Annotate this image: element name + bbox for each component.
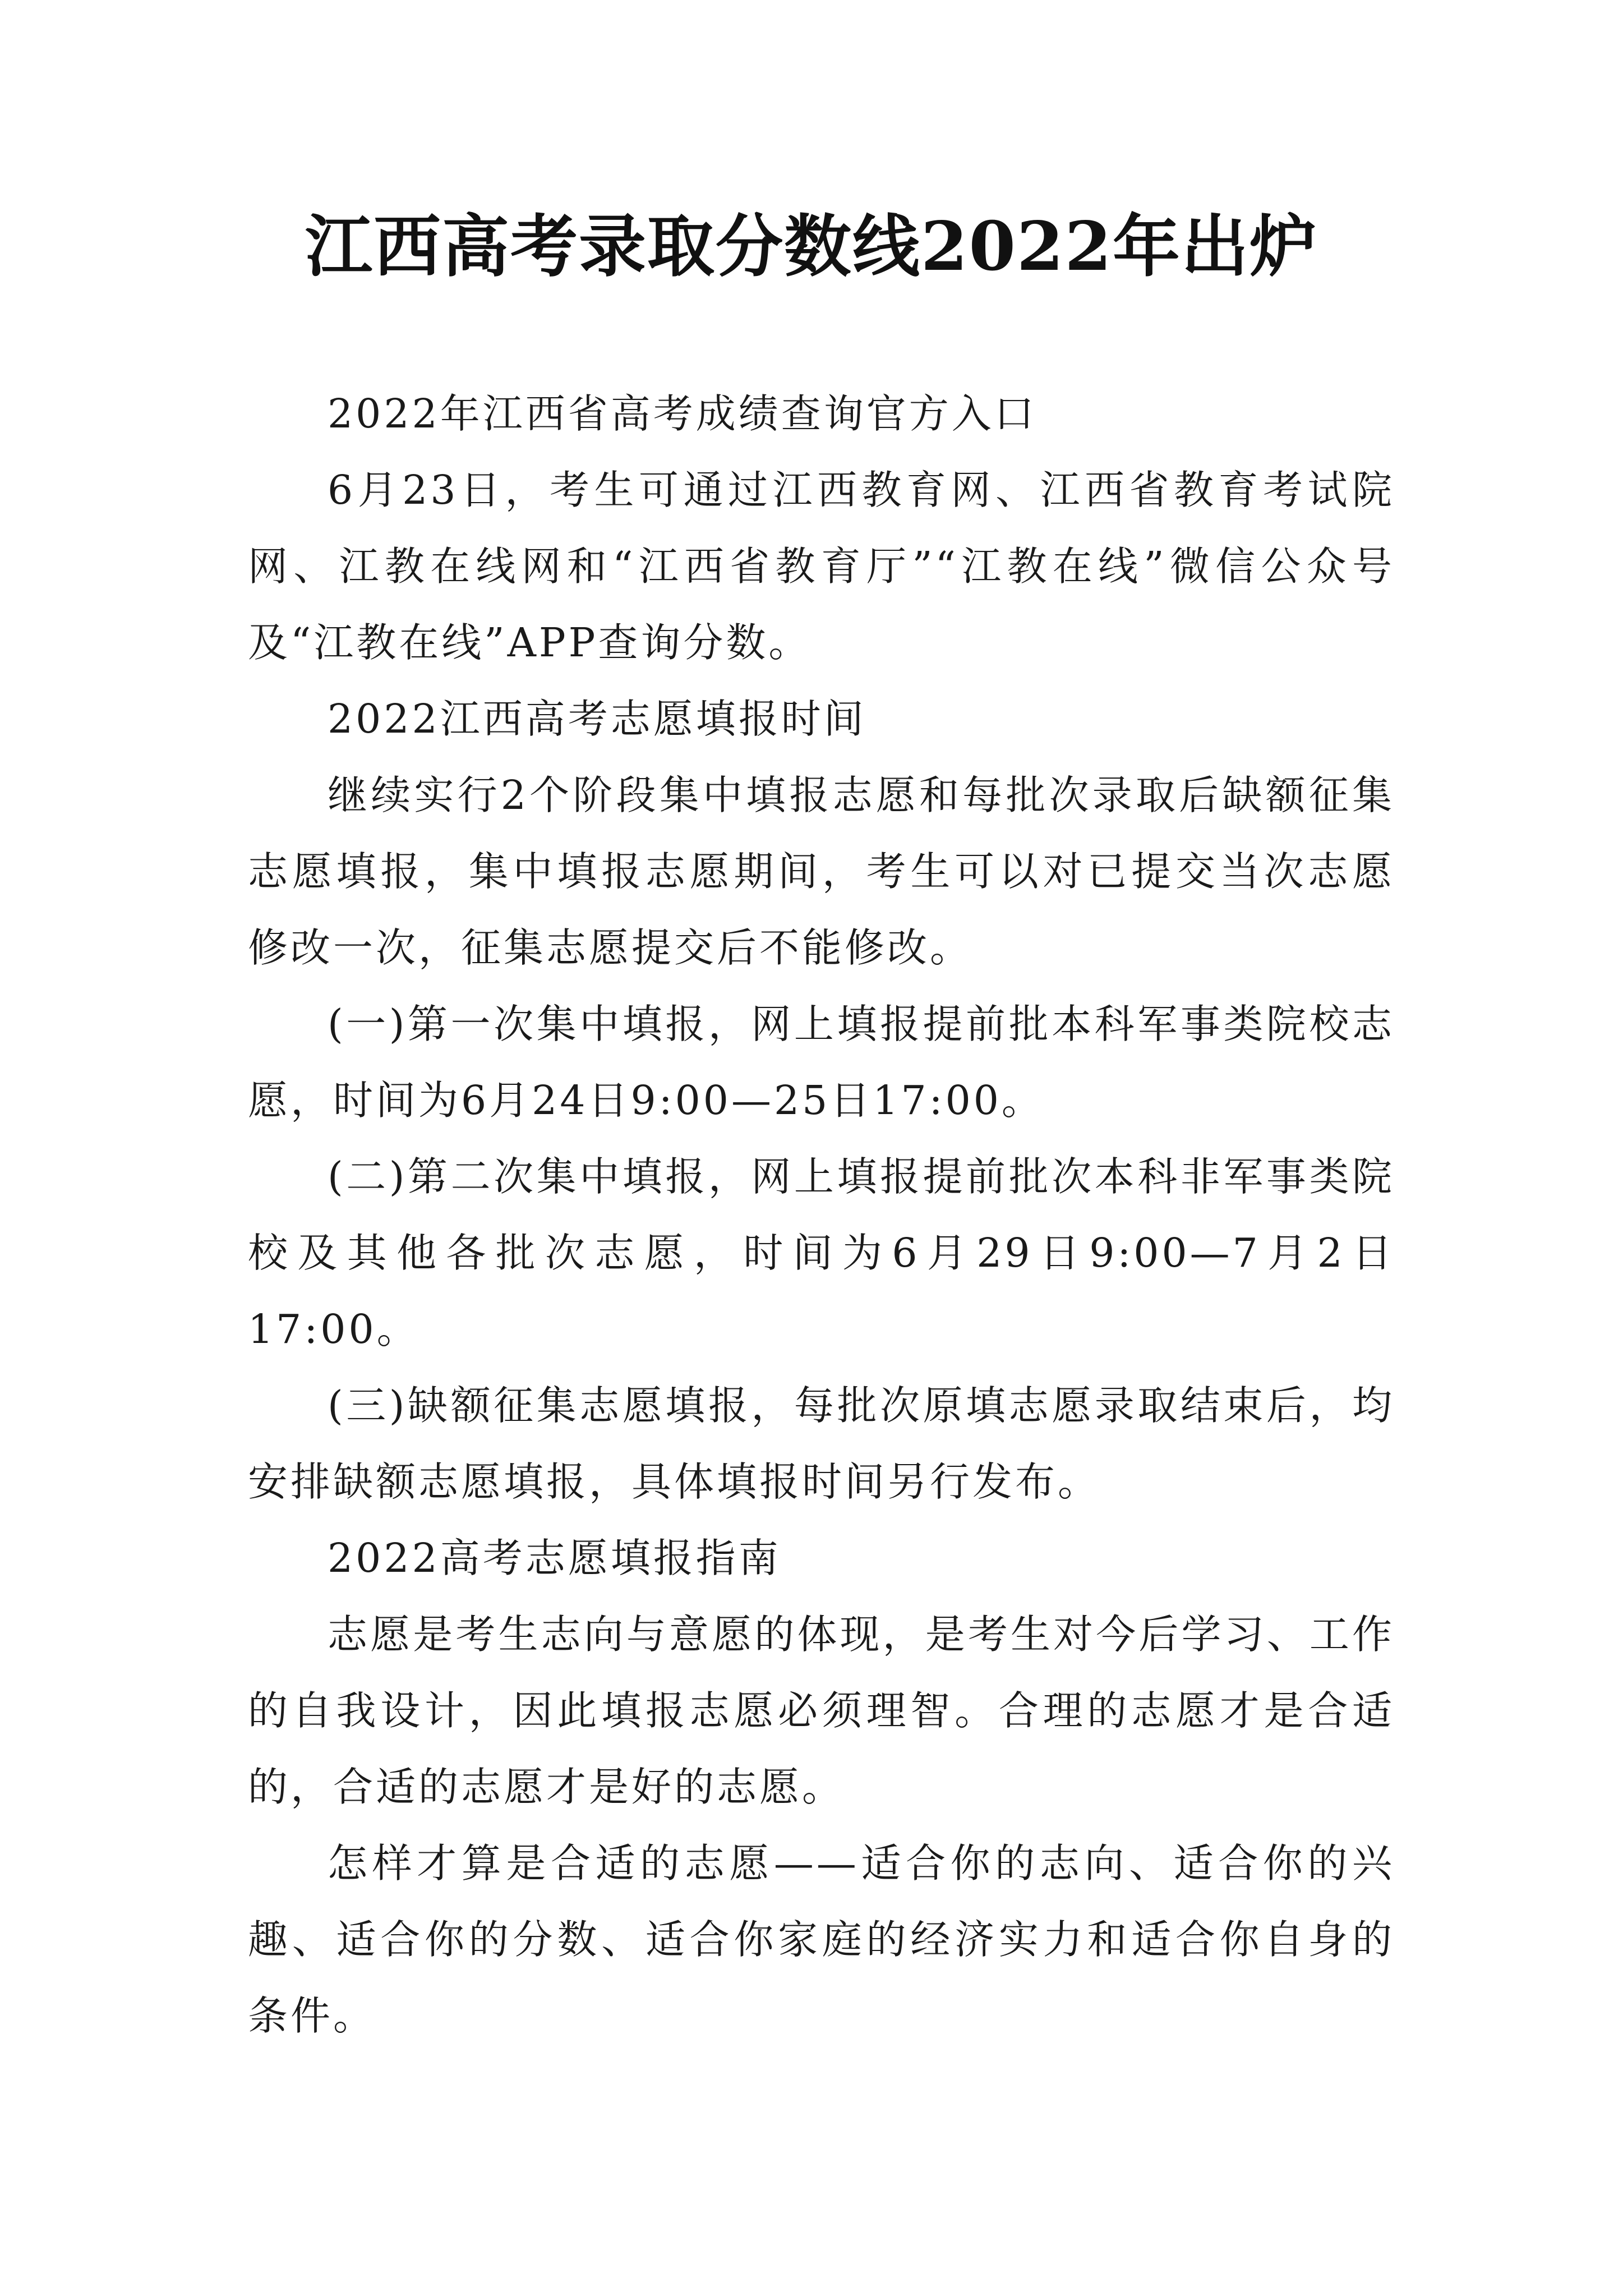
document-body bbox=[248, 376, 1395, 2054]
paragraph-third-round: (三)缺额征集志愿填报，每批次原填志愿录取结束后，均安排缺额志愿填报，具体填报时间另行发布。 bbox=[248, 1382, 1395, 1505]
paragraph-guide-heading: 2022高考志愿填报指南 bbox=[328, 1535, 781, 1581]
paragraph-application-time-heading: 2022江西高考志愿填报时间 bbox=[328, 696, 866, 742]
paragraph-application-stages: 继续实行2个阶段集中填报志愿和每批次录取后缺额征集志愿填报，集中填报志愿期间，考生可以对已提交当次志愿修改一次，征集志愿提交后不能修改。 bbox=[248, 772, 1395, 971]
paragraph-score-query-heading: 2022年江西省高考成绩查询官方入口 bbox=[328, 390, 1037, 437]
paragraph-score-query-info: 6月23日，考生可通过江西教育网、江西省教育考试院网、江教在线网和“江西省教育厅”“江教在线”微信公众号及“江教在线”APP查询分数。 bbox=[248, 467, 1395, 666]
paragraph-first-round: (一)第一次集中填报，网上填报提前批本科军事类院校志愿，时间为6月24日9:00—25日17:00。 bbox=[248, 1001, 1395, 1124]
paragraph-guide-intro: 志愿是考生志向与意愿的体现，是考生对今后学习、工作的自我设计，因此填报志愿必须理智。合理的志愿才是合适的，合适的志愿才是好的志愿。 bbox=[248, 1611, 1395, 1810]
paragraph-second-round: (二)第二次集中填报，网上填报提前批次本科非军事类院校及其他各批次志愿，时间为6月29日9:00—7月2日17:00。 bbox=[248, 1153, 1395, 1352]
paragraph-guide-criteria: 怎样才算是合适的志愿——适合你的志向、适合你的兴趣、适合你的分数、适合你家庭的经济实力和适合你自身的条件。 bbox=[248, 1840, 1395, 2039]
document-title: 江西高考录取分数线2022年出炉 bbox=[305, 207, 1318, 286]
